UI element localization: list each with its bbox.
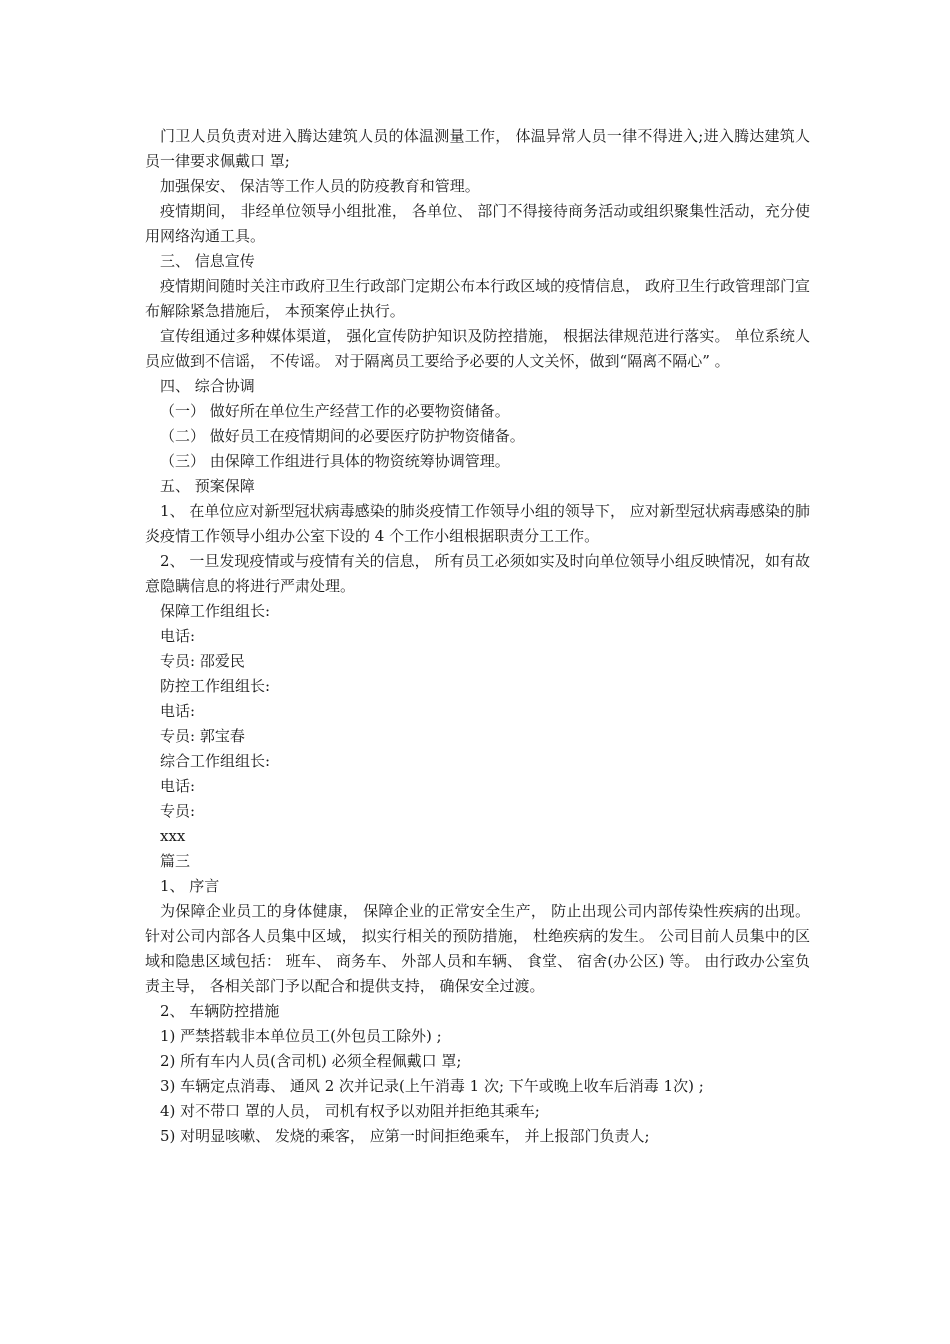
group-phone-support: 电话: — [160, 627, 196, 645]
paragraph-security-staff: 加强保安、 保洁等工作人员的防疫教育和管理。 — [160, 177, 480, 195]
paragraph-guarantee-1: 1、 在单位应对新型冠状病毒感染的肺炎疫情工作领导小组的领导下， 应对新型冠状病毒感染的肺炎疫情工作领导小组办公室下设的 4 个工作小组根据职责分工工作。 — [145, 502, 810, 545]
document-body — [145, 124, 810, 1149]
paragraph-gate-guard: 门卫人员负责对进入腾达建筑人员的体温测量工作， 体温异常人员一律不得进入;进入腾达建筑人员一律要求佩戴口 罩; — [145, 127, 810, 170]
group-member-prevention: 专员: 郭宝春 — [160, 727, 245, 745]
group-leader-support: 保障工作组组长: — [160, 602, 271, 620]
paragraph-monitor-info: 疫情期间随时关注市政府卫生行政部门定期公布本行政区域的疫情信息， 政府卫生行政管理部门宣布解除紧急措施后， 本预案停止执行。 — [145, 277, 810, 320]
section-heading-plan-guarantee: 五、 预案保障 — [160, 477, 255, 495]
section-heading-info-publicity: 三、 信息宣传 — [160, 252, 255, 270]
group-leader-general: 综合工作组组长: — [160, 752, 271, 770]
group-leader-prevention: 防控工作组组长: — [160, 677, 271, 695]
paragraph-preface: 为保障企业员工的身体健康， 保障企业的正常安全生产， 防止出现公司内部传染性疾病的出现。 针对公司内部各人员集中区域， 拟实行相关的预防措施， 杜绝疾病的发生。 公司目前人员集中的区域和隐患区域包括： 班车、 商务车、 外部人员和车辆、 食堂、 宿舍(办公区) 等。 由行政办公室负责主导， 各相关部门予以配合和提供支持， 确保安全过渡。 — [145, 902, 810, 995]
group-phone-prevention: 电话: — [160, 702, 196, 720]
list-item-vehicle-1: 1) 严禁搭载非本单位员工(外包员工除外) ; — [160, 1027, 442, 1045]
paragraph-publicity-group: 宣传组通过多种媒体渠道， 强化宣传防护知识及防控措施， 根据法律规范进行落实。 单位系统人员应做到不信谣， 不传谣。 对于隔离员工要给予必要的人文关怀，做到“隔离不隔心” 。 — [145, 327, 810, 370]
list-item-vehicle-5: 5) 对明显咳嗽、 发烧的乘客， 应第一时间拒绝乘车， 并上报部门负责人; — [160, 1127, 650, 1145]
placeholder-text: xxx — [160, 827, 186, 845]
list-item-coordination-2: （二） 做好员工在疫情期间的必要医疗防护物资储备。 — [160, 427, 525, 445]
list-item-coordination-1: （一） 做好所在单位生产经营工作的必要物资储备。 — [160, 402, 510, 420]
part-heading: 篇三 — [160, 852, 191, 870]
list-item-vehicle-2: 2) 所有车内人员(含司机) 必须全程佩戴口 罩; — [160, 1052, 462, 1070]
paragraph-epidemic-period: 疫情期间， 非经单位领导小组批准， 各单位、 部门不得接待商务活动或组织聚集性活动，充分使用网络沟通工具。 — [145, 202, 810, 245]
section-heading-coordination: 四、 综合协调 — [160, 377, 255, 395]
list-item-coordination-3: （三） 由保障工作组进行具体的物资统筹协调管理。 — [160, 452, 510, 470]
list-item-vehicle-4: 4) 对不带口 罩的人员， 司机有权予以劝阻并拒绝其乘车; — [160, 1102, 540, 1120]
section-heading-vehicle-measures: 2、 车辆防控措施 — [160, 1002, 280, 1020]
group-member-general: 专员: — [160, 802, 196, 820]
section-heading-preface: 1、 序言 — [160, 877, 220, 895]
list-item-vehicle-3: 3) 车辆定点消毒、 通风 2 次并记录(上午消毒 1 次; 下午或晚上收车后消毒 1次) ; — [160, 1077, 704, 1095]
group-phone-general: 电话: — [160, 777, 196, 795]
paragraph-guarantee-2: 2、 一旦发现疫情或与疫情有关的信息， 所有员工必须如实及时向单位领导小组反映情况，如有故意隐瞒信息的将进行严肃处理。 — [145, 552, 810, 595]
group-member-support: 专员: 邵爱民 — [160, 652, 245, 670]
